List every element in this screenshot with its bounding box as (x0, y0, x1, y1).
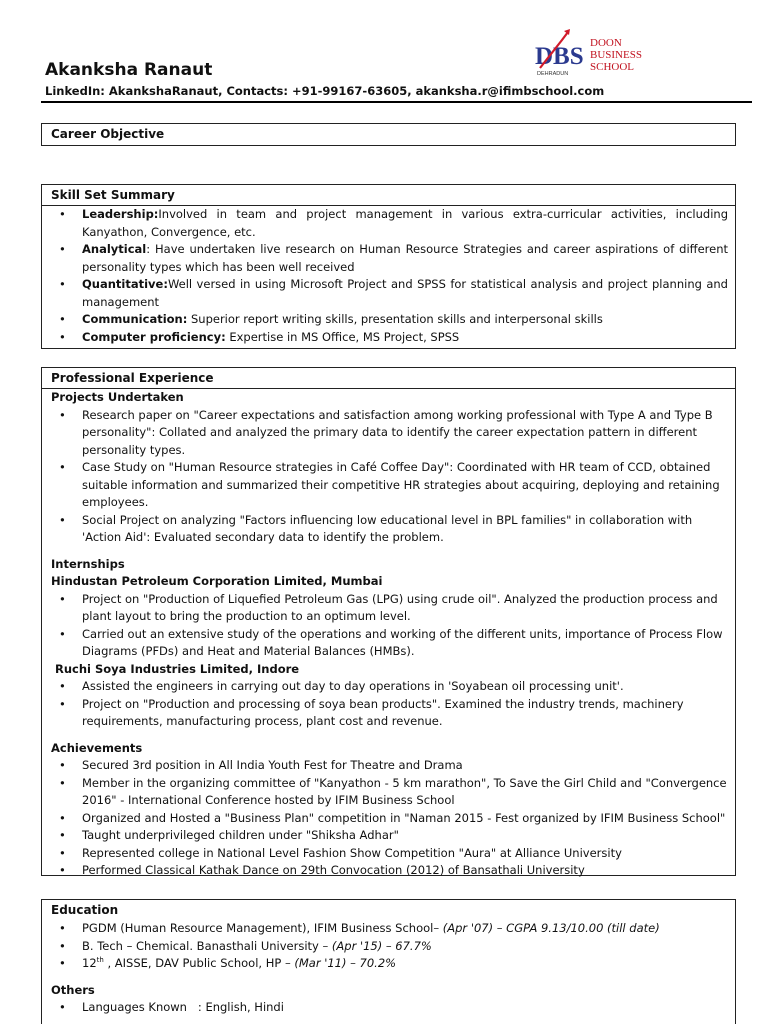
education-item: • 12th , AISSE, DAV Public School, HP – (Mar '11) – 70.2% (51, 955, 728, 973)
projects-list (51, 407, 728, 547)
education-item: • PGDM (Human Resource Management), IFIM Business School– (Apr '07) – CGPA 9.13/10.00 (till date) (51, 920, 728, 938)
contact-line: LinkedIn: AkankshaRanaut, Contacts: +91-99167-63605, akanksha.r@ifimbschool.com (45, 84, 605, 98)
dbs-logo-graphic (532, 26, 642, 78)
candidate-name: Akanksha Ranaut (45, 60, 213, 80)
skill-item: • Analytical: Have undertaken live research on Human Resource Strategies and career aspirations of different personality types which has been well received (51, 241, 728, 276)
experience-section (41, 367, 736, 876)
logo-initials: DBS (535, 43, 584, 70)
section-title: Education (51, 903, 119, 917)
header-divider (41, 101, 752, 103)
logo-line2: BUSINESS (590, 49, 642, 61)
internship-item: • Carried out an extensive study of the operations and working of the different units, importance of Process Flow Diagrams (PFDs) and Heat and Material Balances (HMBs). (51, 626, 728, 661)
internships-heading: Internships (51, 556, 125, 571)
section-title: Skill Set Summary (42, 185, 735, 206)
ruchi-heading: Ruchi Soya Industries Limited, Indore (55, 661, 300, 676)
others-item: • Languages Known : English, Hindi (51, 999, 728, 1017)
logo-line1: DOON (590, 37, 622, 49)
logo-line3: SCHOOL (590, 61, 635, 73)
skills-section (41, 184, 736, 349)
others-heading: Others (51, 982, 95, 997)
project-item: • Social Project on analyzing "Factors influencing low educational level in BPL families" in collaboration with 'Action Aid': Evaluated secondary data to identify the problem. (51, 512, 728, 547)
skills-list (51, 206, 728, 346)
achievement-item: • Member in the organizing committee of "Kanyathon - 5 km marathon", To Save the Girl Child and "Convergence 2016" - International Conference hosted by IFIM Business School (51, 775, 728, 810)
skill-item: • Computer proficiency: Expertise in MS Office, MS Project, SPSS (51, 329, 728, 347)
section-title: Professional Experience (42, 368, 735, 389)
achievements-heading: Achievements (51, 740, 143, 755)
project-item: • Case Study on "Human Resource strategies in Café Coffee Day": Coordinated with HR team of CCD, obtained suitable information and summarized their competitive HR strategies about acquiring, deploying and retaining employees. (51, 459, 728, 512)
others-list (51, 999, 728, 1017)
skill-item: • Quantitative:Well versed in using Microsoft Project and SPSS for statistical analysis and project planning and management (51, 276, 728, 311)
school-logo (532, 26, 642, 78)
internship-item: • Project on "Production and processing of soya bean products". Examined the industry trends, machinery requirements, manufacturing process, plant cost and revenue. (51, 696, 728, 731)
internship-item: • Assisted the engineers in carrying out day to day operations in 'Soyabean oil processing unit'. (51, 678, 728, 696)
achievement-item: • Represented college in National Level Fashion Show Competition "Aura" at Alliance University (51, 845, 728, 863)
section-title: Career Objective (51, 127, 165, 141)
achievements-list (51, 757, 728, 880)
achievement-item: • Organized and Hosted a "Business Plan" competition in "Naman 2015 - Fest organized by IFIM Business School" (51, 810, 728, 828)
logo-city: DEHRADUN (537, 71, 569, 77)
project-item: • Research paper on "Career expectations and satisfaction among working professional with Type A and Type B personality": Collated and analyzed the primary data to identify the career expectation pattern in different personality types. (51, 407, 728, 460)
education-item: • B. Tech – Chemical. Banasthali University – (Apr '15) – 67.7% (51, 938, 728, 956)
achievement-item: • Performed Classical Kathak Dance on 29th Convocation (2012) of Bansathali University (51, 862, 728, 880)
internship-item: • Project on "Production of Liquefied Petroleum Gas (LPG) using crude oil". Analyzed the production process and plant layout to bring the production to an optimum level. (51, 591, 728, 626)
achievement-item: • Taught underprivileged children under "Shiksha Adhar" (51, 827, 728, 845)
hpcl-list (51, 591, 728, 661)
career-objective-section (41, 123, 736, 146)
ruchi-list (51, 678, 728, 731)
achievement-item: • Secured 3rd position in All India Youth Fest for Theatre and Drama (51, 757, 728, 775)
education-list (51, 920, 728, 973)
education-section (41, 899, 736, 1024)
skill-item: • Communication: Superior report writing skills, presentation skills and interpersonal skills (51, 311, 728, 329)
skill-item: • Leadership:Involved in team and project management in various extra-curricular activities, including Kanyathon, Convergence, etc. (51, 206, 728, 241)
projects-heading: Projects Undertaken (51, 390, 184, 404)
hpcl-heading: Hindustan Petroleum Corporation Limited, Mumbai (51, 574, 383, 588)
